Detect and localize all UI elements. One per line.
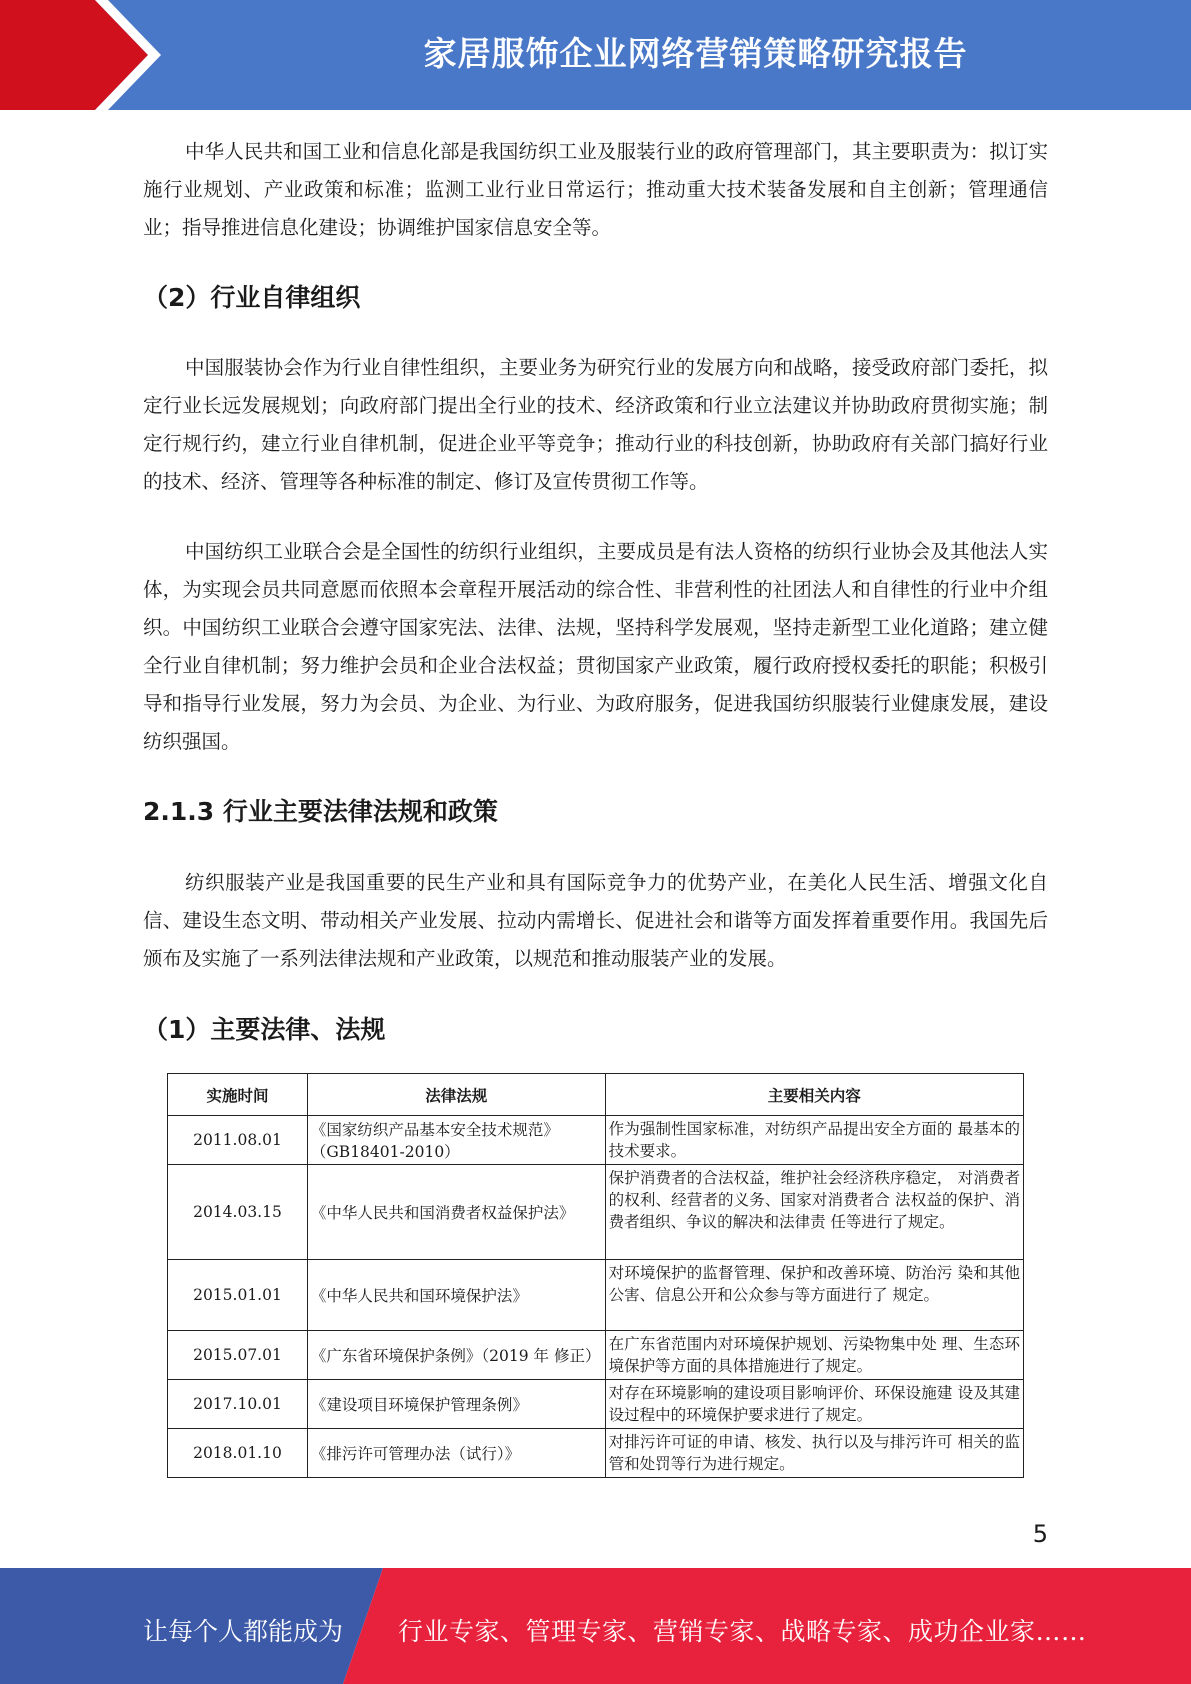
cell-content: 对环境保护的监督管理、保护和改善环境、防治污 染和其他公害、信息公开和公众参与等方面进行了 规定。: [605, 1260, 1023, 1331]
report-title: 家居服饰企业网络营销策略研究报告: [423, 34, 968, 73]
cell-content: 在广东省范围内对环境保护规划、污染物集中处 理、生态环境保护等方面的具体措施进行了规定。: [605, 1331, 1023, 1380]
laws-table: [167, 1073, 1024, 1478]
heading-laws-policies: 2.1.3 行业主要法律法规和政策: [143, 797, 498, 826]
column-header: 主要相关内容: [605, 1074, 1023, 1116]
cell-content: 保护消费者的合法权益，维护社会经济秩序稳定， 对消费者的权利、经营者的义务、国家对消费者合 法权益的保护、消费者组织、争议的解决和法律责 任等进行了规定。: [605, 1165, 1023, 1260]
heading-main-laws: （1）主要法律、法规: [143, 1015, 386, 1044]
cell-date: 2011.08.01: [168, 1116, 308, 1165]
cell-content: 对存在环境影响的建设项目影响评价、环保设施建 设及其建设过程中的环境保护要求进行了规定。: [605, 1380, 1023, 1429]
page-header: [0, 0, 1191, 110]
paragraph-garment-association: 中国服装协会作为行业自律性组织，主要业务为研究行业的发展方向和战略，接受政府部门委托，拟定行业长远发展规划；向政府部门提出全行业的技术、经济政策和行业立法建议并协助政府贯彻实施；制定行规行约，建立行业自律机制，促进企业平等竞争；推动行业的科技创新，协助政府有关部门搞好行业的技术、经济、管理等各种标准的制定、修订及宣传贯彻工作等。: [143, 356, 1048, 493]
cell-date: 2015.07.01: [168, 1331, 308, 1380]
cell-law: 《国家纺织产品基本安全技术规范》（GB18401-2010）: [307, 1116, 605, 1165]
paragraph-industry-overview: 纺织服装产业是我国重要的民生产业和具有国际竞争力的优势产业，在美化人民生活、增强文化自信、建设生态文明、带动相关产业发展、拉动内需增长、促进社会和谐等方面发挥着重要作用。我国先后颁布及实施了一系列法律法规和产业政策，以规范和推动服装产业的发展。: [143, 871, 1048, 970]
header-arrow-icon: [0, 0, 170, 110]
table-row: [168, 1331, 1024, 1380]
footer-slogan-right: 行业专家、管理专家、营销专家、战略专家、成功企业家……: [398, 1617, 1087, 1646]
table-row: [168, 1165, 1024, 1260]
paragraph-miit: 中华人民共和国工业和信息化部是我国纺织工业及服装行业的政府管理部门，其主要职责为：拟订实施行业规划、产业政策和标准；监测工业行业日常运行；推动重大技术装备发展和自主创新；管理通信业；指导推进信息化建设；协调维护国家信息安全等。: [143, 140, 1048, 239]
cell-content: 作为强制性国家标准，对纺织产品提出安全方面的 最基本的技术要求。: [605, 1116, 1023, 1165]
cell-law: 《建设项目环境保护管理条例》: [307, 1380, 605, 1429]
table-row: [168, 1260, 1024, 1331]
cell-law: 《中华人民共和国消费者权益保护法》: [307, 1165, 605, 1260]
cell-date: 2014.03.15: [168, 1165, 308, 1260]
footer-slogan-left: 让每个人都能成为: [143, 1617, 344, 1646]
cell-law: 《广东省环境保护条例》（2019 年 修正）: [307, 1331, 605, 1380]
column-header: 实施时间: [168, 1074, 308, 1116]
column-header: 法律法规: [307, 1074, 605, 1116]
cell-law: 《排污许可管理办法（试行）》: [307, 1429, 605, 1478]
table-row: [168, 1380, 1024, 1429]
cell-law: 《中华人民共和国环境保护法》: [307, 1260, 605, 1331]
table-row: [168, 1429, 1024, 1478]
cell-date: 2017.10.01: [168, 1380, 308, 1429]
heading-self-regulatory-org: （2）行业自律组织: [143, 283, 361, 312]
table-header-row: [168, 1074, 1024, 1116]
paragraph-textile-federation: 中国纺织工业联合会是全国性的纺织行业组织，主要成员是有法人资格的纺织行业协会及其他法人实体，为实现会员共同意愿而依照本会章程开展活动的综合性、非营利性的社团法人和自律性的行业中介组织。中国纺织工业联合会遵守国家宪法、法律、法规，坚持科学发展观，坚持走新型工业化道路；建立健全行业自律机制；努力维护会员和企业合法权益；贯彻国家产业政策，履行政府授权委托的职能；积极引导和指导行业发展，努力为会员、为企业、为行业、为政府服务，促进我国纺织服装行业健康发展，建设纺织强国。: [143, 540, 1048, 753]
cell-date: 2018.01.10: [168, 1429, 308, 1478]
page-number: 5: [1032, 1520, 1048, 1548]
cell-date: 2015.01.01: [168, 1260, 308, 1331]
table-row: [168, 1116, 1024, 1165]
cell-content: 对排污许可证的申请、核发、执行以及与排污许可 相关的监管和处罚等行为进行规定。: [605, 1429, 1023, 1478]
